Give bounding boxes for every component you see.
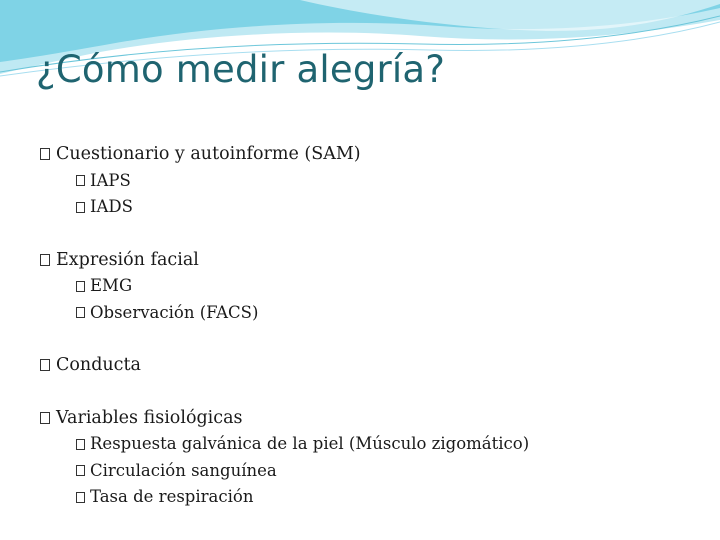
list-subitem — [40, 458, 700, 485]
list-subitem-label: IADS — [90, 197, 133, 216]
list-subitem-label: EMG — [90, 276, 133, 295]
list-item-label: Cuestionario y autoinforme (SAM) — [56, 144, 361, 164]
list-item — [40, 141, 700, 168]
list-subitem — [40, 168, 700, 195]
list-item-label: Expresión facial — [56, 249, 199, 270]
list-subitem-label: IAPS — [90, 170, 131, 190]
missing-glyph-box-icon — [40, 359, 50, 371]
list-item — [40, 247, 700, 274]
list-subitem — [40, 300, 700, 327]
list-subitem-label: Respuesta galvánica de la piel (Músculo zigomático) — [90, 434, 530, 453]
missing-glyph-box-icon — [76, 307, 85, 318]
missing-glyph-box-icon — [76, 202, 85, 213]
missing-glyph-box-icon — [40, 254, 50, 266]
list-subitem — [40, 484, 700, 511]
list-subitem — [40, 194, 700, 221]
list-subitem-label: Circulación sanguínea — [90, 460, 277, 480]
missing-glyph-box-icon — [76, 465, 85, 476]
list-subitem — [40, 273, 700, 300]
missing-glyph-box-icon — [40, 148, 50, 160]
slide-title: ¿Cómo medir alegría? — [36, 48, 446, 91]
list-item — [40, 352, 700, 379]
list-subitem-label: Observación (FACS) — [90, 302, 259, 322]
missing-glyph-box-icon — [76, 439, 85, 450]
missing-glyph-box-icon — [40, 412, 50, 424]
list-subitem-label: Tasa de respiración — [90, 487, 254, 506]
list-item-label: Conducta — [56, 355, 141, 375]
list-item-label: Variables fisiológicas — [56, 407, 243, 428]
bullet-list — [40, 141, 700, 511]
list-subitem — [40, 431, 700, 458]
missing-glyph-box-icon — [76, 281, 85, 292]
list-item — [40, 405, 700, 432]
missing-glyph-box-icon — [76, 175, 85, 186]
missing-glyph-box-icon — [76, 492, 85, 503]
